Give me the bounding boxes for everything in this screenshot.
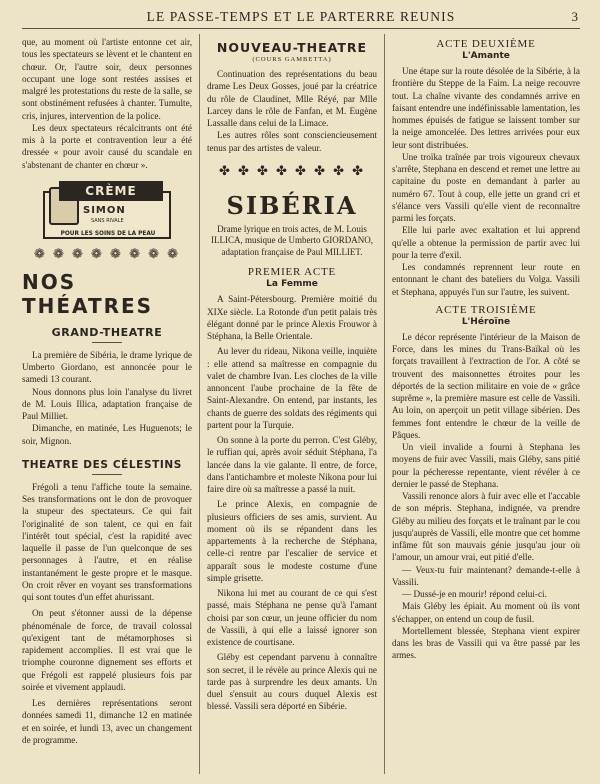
paragraph: — Veux-tu fuir maintenant? demande-t-elle à Vassili.: [392, 564, 580, 587]
paragraph: Vassili renonce alors à fuir avec elle et l'accable de son mépris. Stephana, indignée, va prendre Gléby au milieu des forçats et le traînant par le cou jusqu'auprès de Vassili, elle montre que cet homme infâme fût son mauvais génie jusqu'au jour où l'amour, un amour vrai, eut pitié d'elle.: [392, 491, 580, 563]
paragraph: Les autres rôles sont consciencieusement tenus par des artistes de valeur.: [207, 130, 377, 153]
header-title: LE PASSE-TEMPS ET LE PARTERRE REUNIS: [146, 9, 456, 24]
paragraph: Mortellement blessée, Stephana vient expirer dans les bras de Vassili qui va être passé par les armes.: [392, 625, 580, 661]
act-subtitle: L'Amante: [462, 51, 510, 61]
paragraph: Le prince Alexis, en compagnie de plusieurs officiers de ses amis, survient. Au moment où ils se répandent dans les appartements à la recherche de Stéphana, celle-ci rentre par l'escalier de service et apparaît sous le modeste costume d'une simple grisette.: [207, 499, 377, 583]
paragraph: Frégoli a tenu l'affiche toute la semaine. Ses transformations ont le don de provoquer la stupeur des spectateurs. Ce qui fait l'originalité de son talent, ce qui en fait l'intérêt tout spécial, c'est la rapidité avec laquelle il passe de l'un quelconque de ses personnages à l'autre, et en réalise instantanément le geste propre et le masque. On croit rêver en voyant ses transformations qui sont toutes d'un effet ahurissant.: [22, 481, 192, 602]
paragraph: On sonne à la porte du perron. C'est Gléby, le ruffian qui, après avoir séduit Stéphana, l'a lancée dans la vie galante. Il entre, de force, dans l'antichambre et moleste Nikona pour lui faire dire où sa maîtresse a passé la nuit.: [207, 435, 377, 494]
act-heading: ACTE TROISIÈME: [435, 303, 537, 316]
running-header: [22, 6, 580, 29]
ornament-row: ✤ ✤ ✤ ✤ ✤ ✤ ✤ ✤: [218, 163, 366, 179]
paragraph: Les condamnés reprennent leur route en entonnant le chant des bateliers du Volga. Vassili et Stephana, appuyés l'un sur l'autre, les suivent.: [392, 262, 580, 297]
paragraph: Une troïka traînée par trois vigoureux chevaux s'arrête, Stephana en descend et remet une lettre au capitaine du poste en demandant à parler au numéro 67. Tout à coup, elle jette un grand cri et s'élance vers Vassili qu'elle vient de reconnaître parmi les forçats.: [392, 151, 580, 223]
act-subtitle: La Femme: [266, 279, 318, 290]
column-2: [207, 36, 377, 776]
paragraph: Nikona lui met au courant de ce qui s'est passé, mais Stéphana ne pense qu'à l'amant choisi par son cœur, un jeune officier du nom de Vassili, à qui elle a laissé ignorer son existence de courtisane.: [207, 588, 377, 647]
column-1: [22, 36, 192, 776]
paragraph: Dimanche, en matinée, Les Huguenots; le soir, Mignon.: [22, 423, 192, 446]
paragraph: Un vieil invalide a fourni à Stephana les moyens de fuir avec Vassili, mais Gléby, sans pitié pour la pécheresse repentante, vient révéler à ce dernier le passé de Stephana.: [392, 442, 580, 489]
paragraph: Les deux spectateurs récalcitrants ont été mis à la porte et contravention leur a été dressée « pour avoir causé du scandale en s'abstenant de chanter en chœur ».: [22, 122, 192, 170]
opera-title: SIBÉRIA: [226, 190, 358, 220]
column-rule: [199, 34, 200, 774]
act-heading: PREMIER ACTE: [247, 266, 337, 279]
creme-simon-ad: [43, 181, 171, 239]
paragraph: La première de Sibéria, le drame lyrique de Umberto Giordano, est annoncée pour le samedi 13 courant.: [22, 349, 192, 385]
paragraph: Une étape sur la route désolée de la Sibérie, à la frontière du Steppe de la Faim. La neige recouvre tout. La chaîne vivante des condamnés arrive en faisant entendre une indéfinissable lamentation, les hommes épuisés de fatigue se laissent tomber sur la neige amoncelée. Des lettres arrivées pour eux leur sont distribuées.: [392, 66, 580, 150]
paragraph: Gléby est cependant parvenu à connaître son secret, il le révèle au prince Alexis qui ne tarde pas à surprendre les deux amants. Un duel s'ensuit au cours duquel Alexis est blessé. Vassili sera déporté en Sibérie.: [207, 652, 377, 712]
ad-footer: POUR LES SOINS DE LA PEAU: [60, 230, 156, 237]
paragraph: Au lever du rideau, Nikona veille, inquiète : elle attend sa maîtresse en compagnie du valet de chambre Ivan. Les cloches de la ville annoncent l'aube prochaine de la fête de Saint-Alexandre. On entend, par instants, les chants de guerre des soldats des régiments qui partent pour la Turquie.: [207, 346, 377, 430]
theatre-heading: THEATRE DES CÉLESTINS: [22, 458, 182, 471]
theatre-heading: GRAND-THEATRE: [51, 325, 163, 339]
divider: [92, 474, 122, 475]
paragraph: A Saint-Pétersbourg. Première moitié du XIXe siècle. La Rotonde d'un petit palais très élégant donné par le prince Alexis Frouwor à Stéphana, la Belle Orientale.: [207, 294, 377, 341]
act-heading: ACTE DEUXIÈME: [436, 38, 536, 50]
act-subtitle: L'Héroïne: [461, 316, 511, 327]
paragraph: Le décor représente l'intérieur de la Maison de Force, dans les mines du Trans-Baïkal où les forçats travaillent à l'extraction de l'or. A côté se trouvent des maisonnettes étroites pour les déportés de la section militaire en voie de « grâce suprême », la première masure est celle de Vassili. Au loin, on aperçoit un petit village sibérien. Des femmes font entendre le chœur de la veille de Pâques.: [392, 331, 580, 440]
divider: [92, 342, 122, 343]
opera-credits: Drame lyrique en trois actes, de M. Louis ILLICA, musique de Umberto GIORDANO, adaptation française de Paul MILLIET.: [211, 223, 373, 257]
column-3: [392, 36, 580, 776]
column-rule: [384, 34, 385, 774]
paragraph: — Dussé-je en mourir! répond celui-ci.: [402, 589, 547, 599]
paragraph: Elle lui parle avec exaltation et lui apprend qu'elle a obtenue la permission de partir avec lui pour la terre d'exil.: [392, 225, 580, 260]
ad-heading: CRÈME: [59, 181, 163, 201]
paragraph: On peut s'étonner aussi de la dépense phénoménale de force, de travail colossal qu'exigent tant de métamorphoses si rapidement accomplies. Il est vrai que le triomphe couronne dignement ses efforts et que Frégoli est rappelé plusieurs fois par soirée et vivement applaudi.: [22, 608, 192, 692]
floral-ornament: ❁ ❁ ❁ ❁ ❁ ❁ ❁ ❁: [33, 246, 181, 262]
paragraph: que, au moment où l'artiste entonne cet air, tous les spectateurs se lèvent et le chantent en chœur. Or, l'autre soir, deux personnes occupant une loge sont restées assises et malgré les protestations du reste de la salle, se sont obstinément refusées à chanter. Tumulte, cris, injures, intervention de la police.: [22, 37, 192, 121]
paragraph: Les dernières représentations seront données samedi 11, dimanche 12 en matinée et en soirée, et lundi 13, avec un changement de programme.: [22, 698, 192, 745]
section-title: NOS THÉATRES: [22, 269, 154, 318]
theatre-heading: NOUVEAU-THEATRE: [216, 40, 368, 55]
paragraph: Mais Gléby les épiait. Au moment où ils vont s'échapper, on entend un coup de fusil.: [392, 601, 580, 624]
ad-tagline: SANS RIVALE: [91, 217, 124, 224]
paragraph: Nous donnons plus loin l'analyse du livret de M. Louis Illica, adaptation française de Paul Milliet.: [22, 386, 192, 421]
ad-brand: SIMON: [83, 204, 126, 216]
paragraph: Continuation des représentations du beau drame Les Deux Gosses, joué par la créatrice du rôle de Claudinet, Mlle Réyé, par Mlle Larcey dans le rôle de Fanfan, et M. Eugène Lassalle dans celui de la Limace.: [207, 69, 377, 128]
theatre-subheading: (COURS GAMBETTA): [252, 56, 332, 63]
page-number: 3: [571, 9, 578, 24]
